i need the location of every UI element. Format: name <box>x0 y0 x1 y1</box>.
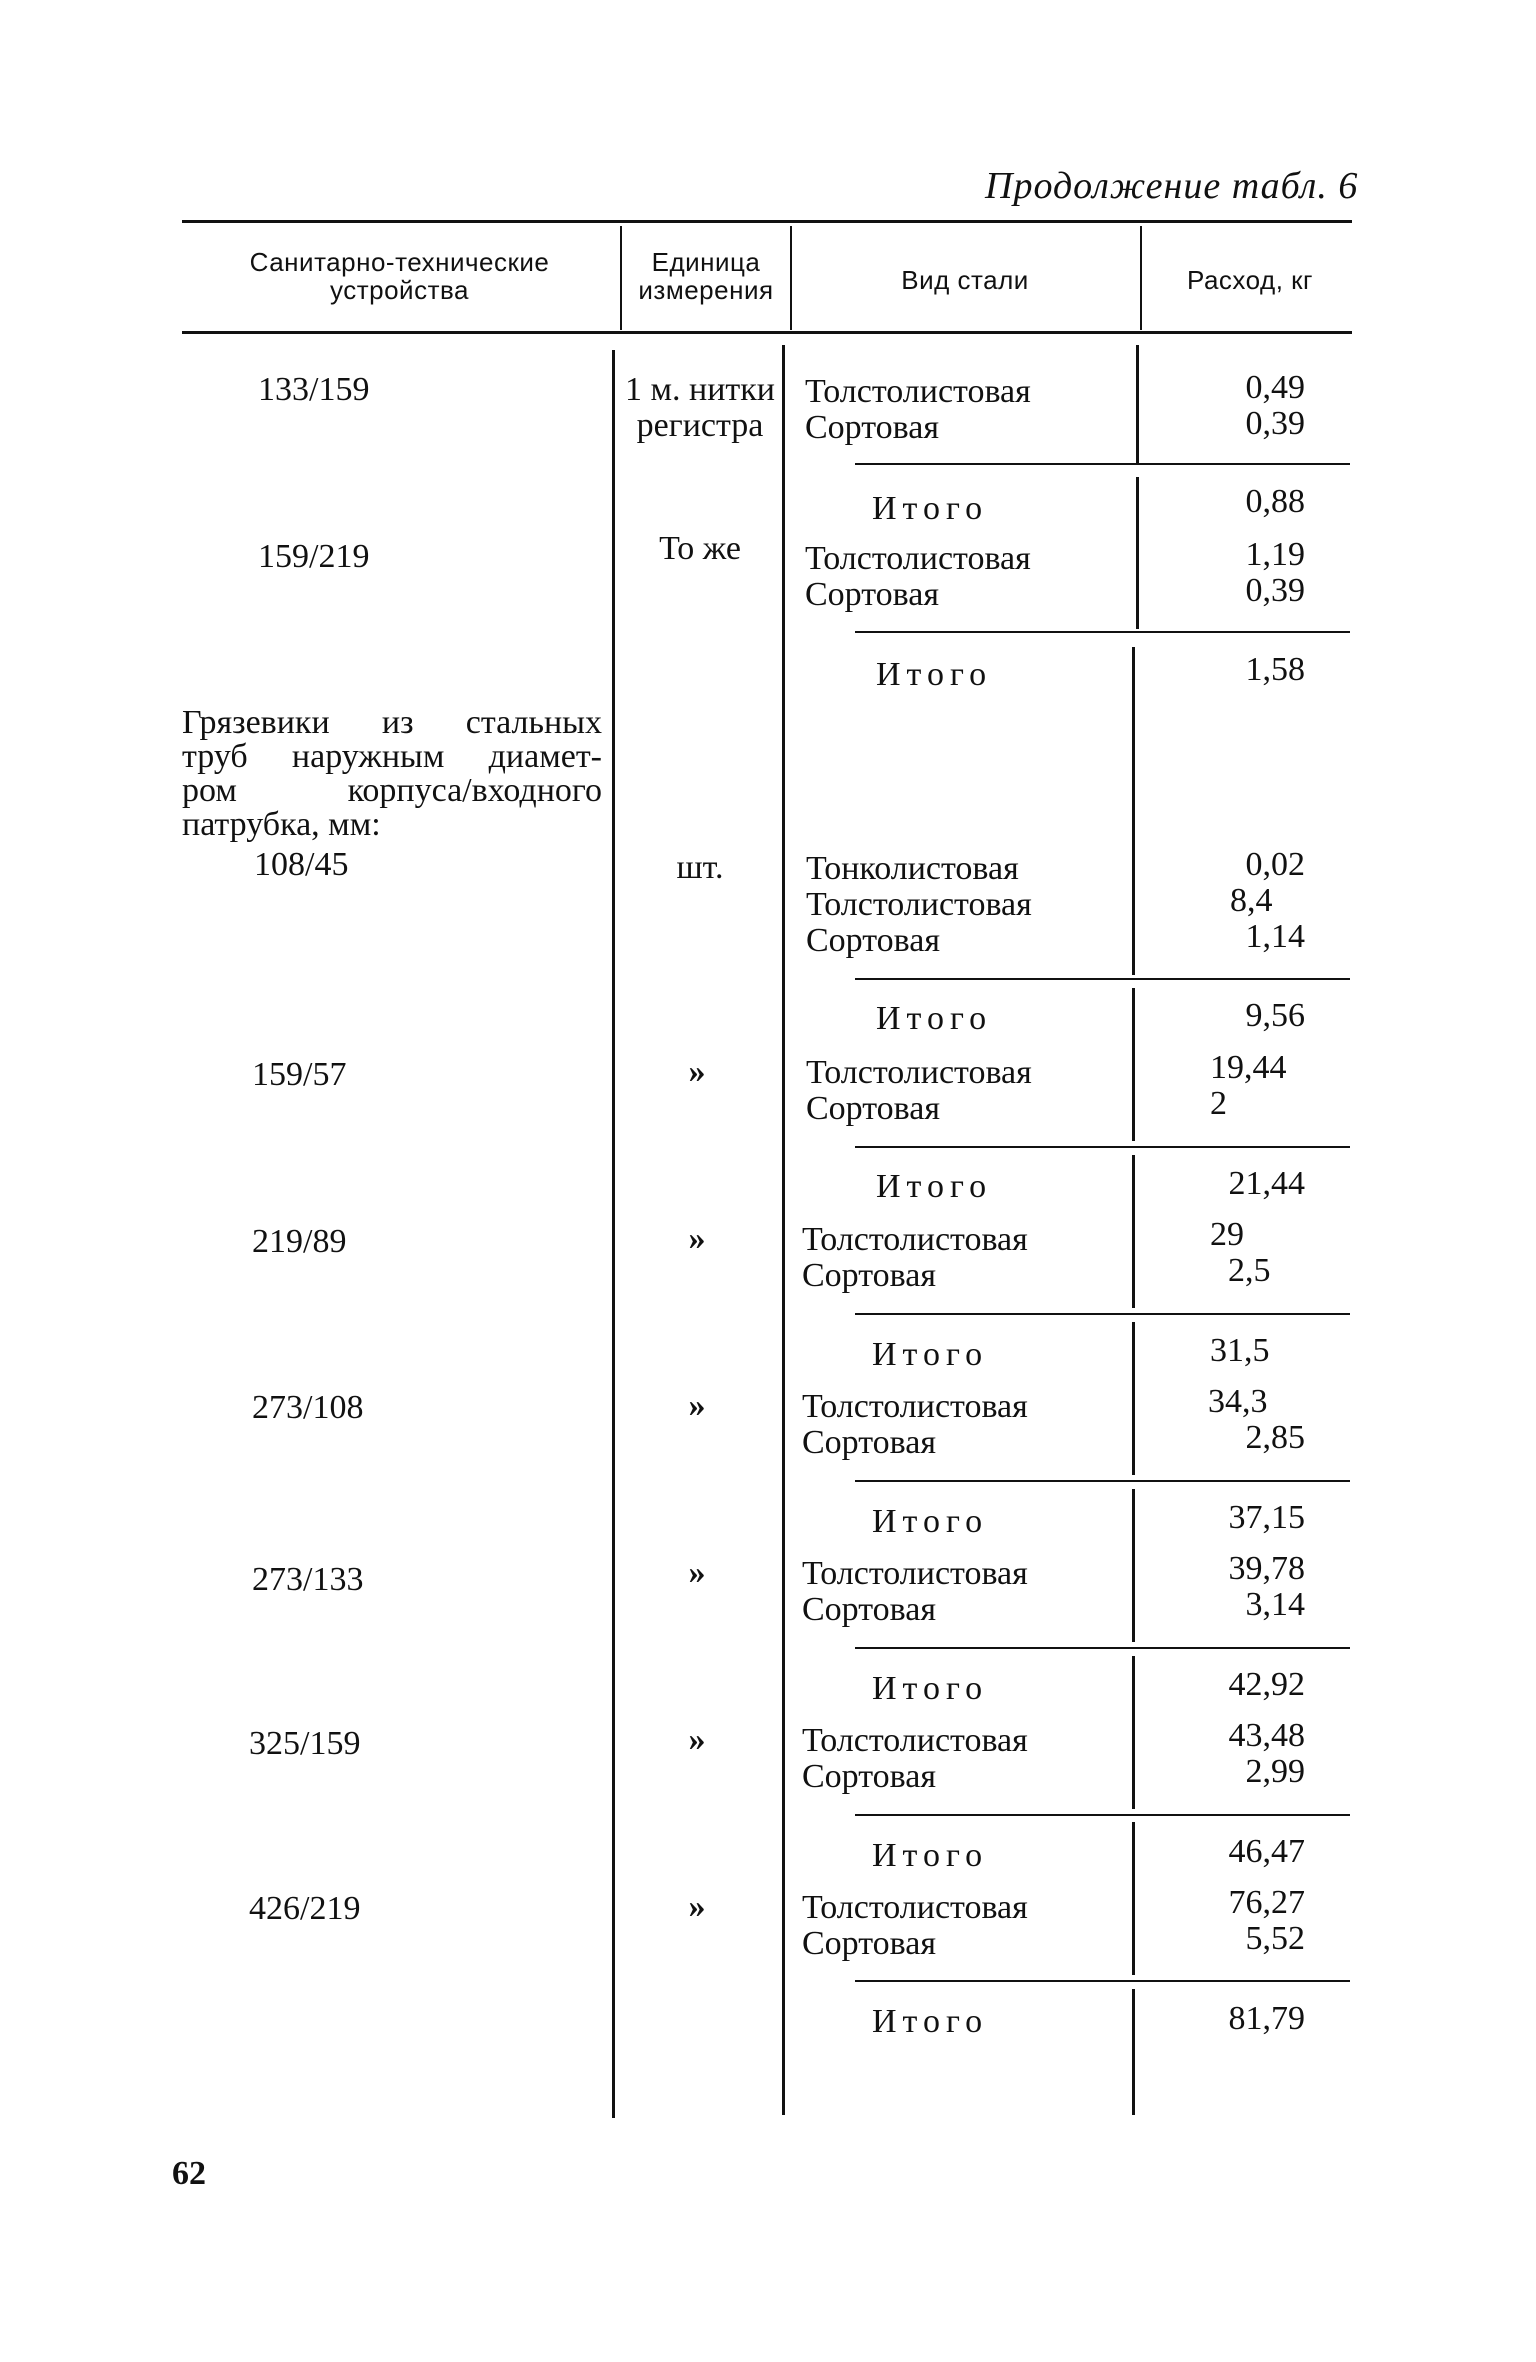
consumption-value: 0,39 <box>1245 405 1305 442</box>
total-rule <box>855 1313 1350 1315</box>
total-rule <box>855 463 1350 465</box>
seg-line <box>1132 1155 1135 1308</box>
total-rule <box>855 1814 1350 1816</box>
steel-type: Сортовая <box>805 576 939 613</box>
total-label: Итого <box>872 2003 989 2040</box>
total-label: Итого <box>872 1670 989 1707</box>
seg-line <box>1132 1822 1135 1975</box>
steel-cell <box>802 1890 1028 1962</box>
consumption-value: 2,5 <box>1228 1252 1271 1289</box>
value-cell <box>1150 537 1305 609</box>
consumption-value: 2,85 <box>1245 1419 1305 1456</box>
unit-line: » <box>688 1220 706 1257</box>
header-device: Санитарно-технические устройства <box>249 247 550 305</box>
consumption-value: 1,19 <box>1245 536 1305 573</box>
unit-cell <box>612 1889 782 1925</box>
total-value: 37,15 <box>1228 1499 1305 1536</box>
consumption-value: 29 <box>1210 1216 1244 1253</box>
header-steel: Вид стали <box>901 265 1029 295</box>
steel-type: Сортовая <box>802 1257 936 1294</box>
unit-cell <box>615 531 785 567</box>
total-rule <box>855 631 1350 633</box>
value-cell <box>1150 1718 1305 1790</box>
unit-line: » <box>688 1721 706 1758</box>
total-value: 1,58 <box>1245 651 1305 688</box>
device-size: 219/89 <box>252 1223 347 1260</box>
unit-cell <box>612 1555 782 1591</box>
device-size: 426/219 <box>249 1890 361 1927</box>
total-label: Итого <box>872 490 989 527</box>
steel-cell <box>805 541 1031 613</box>
seg-line <box>1132 1989 1135 2115</box>
unit-line: » <box>688 1053 706 1090</box>
group-label <box>182 706 602 842</box>
seg-line <box>1132 647 1135 975</box>
value-cell <box>1150 1050 1305 1122</box>
unit-cell <box>615 850 785 886</box>
consumption-value: 2,99 <box>1245 1753 1305 1790</box>
device-size: 273/133 <box>252 1561 364 1598</box>
device-size: 273/108 <box>252 1389 364 1426</box>
unit-cell <box>612 1054 782 1090</box>
total-label: Итого <box>876 1000 993 1037</box>
consumption-value: 76,27 <box>1228 1884 1305 1921</box>
table-caption: Продолжение табл. 6 <box>985 165 1359 207</box>
unit-line: шт. <box>676 849 724 886</box>
steel-cell <box>802 1556 1028 1628</box>
consumption-value: 34,3 <box>1208 1383 1268 1420</box>
total-value: 31,5 <box>1210 1332 1270 1369</box>
group-label-line: патрубка, мм: <box>182 806 381 843</box>
total-rule <box>855 1647 1350 1649</box>
steel-type: Сортовая <box>802 1758 936 1795</box>
total-value: 42,92 <box>1228 1666 1305 1703</box>
device-size: 159/219 <box>258 538 370 575</box>
consumption-value: 2 <box>1210 1085 1227 1122</box>
consumption-value: 39,78 <box>1228 1550 1305 1587</box>
value-cell <box>1150 1217 1305 1289</box>
steel-cell <box>802 1389 1028 1461</box>
steel-type: Сортовая <box>805 409 939 446</box>
header-divider-3 <box>1140 226 1142 330</box>
steel-cell <box>806 1055 1032 1127</box>
header-unit: Единица измерения <box>638 247 774 305</box>
header-divider-2 <box>790 226 792 330</box>
consumption-value: 0,39 <box>1245 572 1305 609</box>
value-cell <box>1150 847 1305 955</box>
seg-line <box>1136 345 1139 463</box>
steel-type: Толстолистовая <box>805 373 1031 410</box>
steel-type: Сортовая <box>806 1090 940 1127</box>
steel-cell <box>802 1723 1028 1795</box>
device-size: 325/159 <box>249 1725 361 1762</box>
unit-line: » <box>688 1888 706 1925</box>
unit-line: То же <box>659 530 741 567</box>
unit-line: » <box>688 1554 706 1591</box>
unit-cell <box>615 372 785 444</box>
steel-type: Сортовая <box>802 1424 936 1461</box>
unit-cell <box>612 1388 782 1424</box>
device-size: 159/57 <box>252 1056 347 1093</box>
total-rule <box>855 1146 1350 1148</box>
value-cell <box>1150 370 1305 442</box>
steel-type: Толстолистовая <box>802 1221 1028 1258</box>
total-label: Итого <box>872 1837 989 1874</box>
header-top-rule <box>182 220 1352 223</box>
total-label: Итого <box>876 1168 993 1205</box>
total-rule <box>855 1980 1350 1982</box>
seg-line <box>1136 477 1139 629</box>
consumption-value: 8,4 <box>1230 882 1273 919</box>
group-label-line: ром корпуса/входного <box>182 772 602 809</box>
total-label: Итого <box>872 1336 989 1373</box>
group-label-line: труб наружным диамет- <box>182 738 602 775</box>
total-value: 0,88 <box>1245 483 1305 520</box>
total-label: Итого <box>876 656 993 693</box>
seg-line <box>1132 1322 1135 1475</box>
group-label-line: Грязевики из стальных <box>182 704 602 741</box>
steel-cell <box>802 1222 1028 1294</box>
steel-cell <box>806 851 1032 959</box>
seg-line <box>1132 988 1135 1141</box>
steel-cell <box>805 374 1031 446</box>
consumption-value: 1,14 <box>1245 918 1305 955</box>
device-size: 108/45 <box>254 846 349 883</box>
unit-cell <box>612 1221 782 1257</box>
steel-type: Толстолистовая <box>802 1889 1028 1926</box>
value-cell <box>1150 1885 1305 1957</box>
unit-cell <box>612 1722 782 1758</box>
consumption-value: 0,02 <box>1245 846 1305 883</box>
steel-type: Толстолистовая <box>802 1388 1028 1425</box>
consumption-value: 5,52 <box>1245 1920 1305 1957</box>
total-value: 81,79 <box>1228 2000 1305 2037</box>
steel-type: Тонколистовая <box>806 850 1019 887</box>
steel-type: Толстолистовая <box>802 1555 1028 1592</box>
total-value: 9,56 <box>1245 997 1305 1034</box>
seg-line <box>1132 1489 1135 1642</box>
header-bottom-rule <box>182 331 1352 334</box>
unit-line: регистра <box>636 407 764 444</box>
unit-line: » <box>688 1387 706 1424</box>
value-cell <box>1150 1384 1305 1456</box>
total-rule <box>855 978 1350 980</box>
consumption-value: 0,49 <box>1245 369 1305 406</box>
steel-type: Толстолистовая <box>802 1722 1028 1759</box>
body-divider-2 <box>782 345 785 2115</box>
consumption-value: 3,14 <box>1245 1586 1305 1623</box>
steel-type: Сортовая <box>802 1591 936 1628</box>
total-value: 46,47 <box>1228 1833 1305 1870</box>
total-label: Итого <box>872 1503 989 1540</box>
device-size: 133/159 <box>258 371 370 408</box>
steel-type: Сортовая <box>802 1925 936 1962</box>
header-consumption: Расход, кг <box>1186 265 1313 295</box>
consumption-value: 43,48 <box>1228 1717 1305 1754</box>
value-cell <box>1150 1551 1305 1623</box>
steel-type: Сортовая <box>806 922 940 959</box>
steel-type: Толстолистовая <box>805 540 1031 577</box>
steel-type: Толстолистовая <box>806 1054 1032 1091</box>
seg-line <box>1132 1656 1135 1809</box>
steel-type: Толстолистовая <box>806 886 1032 923</box>
page-number: 62 <box>172 2155 206 2192</box>
header-divider-1 <box>620 226 622 330</box>
total-rule <box>855 1480 1350 1482</box>
unit-line: 1 м. нитки <box>625 371 775 408</box>
consumption-value: 19,44 <box>1210 1049 1287 1086</box>
total-value: 21,44 <box>1228 1165 1305 1202</box>
